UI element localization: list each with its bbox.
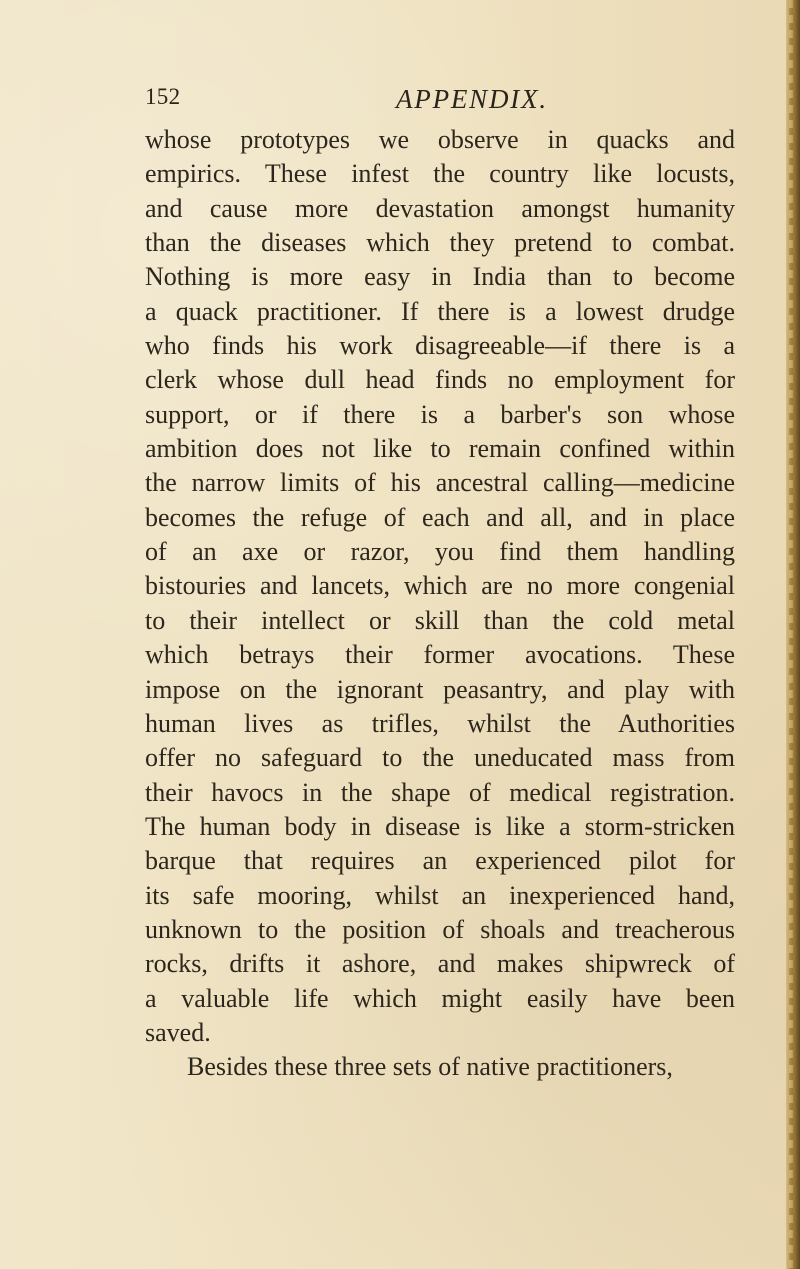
text-line: Besides these three sets of native practitioners, [187, 1052, 673, 1082]
text-line: to their intellect or skill than the cold metal [145, 605, 735, 635]
text-line: than the diseases which they pretend to combat. [145, 228, 735, 258]
text-line: Nothing is more easy in India than to become [145, 262, 735, 292]
text-line: impose on the ignorant peasantry, and play with [145, 674, 735, 704]
text-line: who finds his work disagreeable—if there is a [145, 331, 735, 361]
text-line: whose prototypes we observe in quacks and [145, 125, 735, 154]
text-line: which betrays their former avocations. These [145, 640, 735, 670]
text-line: barque that requires an experienced pilot for [145, 846, 735, 876]
text-line: and cause more devastation amongst humanity [145, 193, 735, 223]
text-line: a quack practitioner. If there is a lowest drudge [145, 296, 735, 326]
body-text [145, 123, 735, 1085]
text-line: The human body in disease is like a storm-stricken [145, 811, 735, 841]
text-line: of an axe or razor, you find them handling [145, 537, 735, 567]
text-line: the narrow limits of his ancestral calling—medicine [145, 468, 735, 498]
text-line: offer no safeguard to the uneducated mass from [145, 743, 735, 773]
running-head: APPENDIX. [396, 84, 548, 114]
text-line: rocks, drifts it ashore, and makes shipwreck of [145, 949, 735, 979]
text-line: unknown to the position of shoals and treacherous [145, 914, 735, 944]
text-line: ambition does not like to remain confined within [145, 434, 735, 464]
text-line: its safe mooring, whilst an inexperienced hand, [145, 880, 735, 910]
page-edge [786, 0, 800, 1269]
page-header [145, 84, 735, 112]
text-line: human lives as trifles, whilst the Authorities [145, 708, 735, 738]
text-line: clerk whose dull head finds no employment for [145, 365, 735, 395]
page-number: 152 [145, 84, 181, 109]
text-line: support, or if there is a barber's son whose [145, 399, 735, 429]
text-line: their havocs in the shape of medical registration. [145, 777, 735, 807]
text-line: saved. [145, 1017, 211, 1047]
text-line: empirics. These infest the country like locusts, [145, 159, 735, 189]
text-line: a valuable life which might easily have been [145, 983, 735, 1013]
text-line: bistouries and lancets, which are no more congenial [145, 571, 735, 601]
text-line: becomes the refuge of each and all, and in place [145, 502, 735, 532]
